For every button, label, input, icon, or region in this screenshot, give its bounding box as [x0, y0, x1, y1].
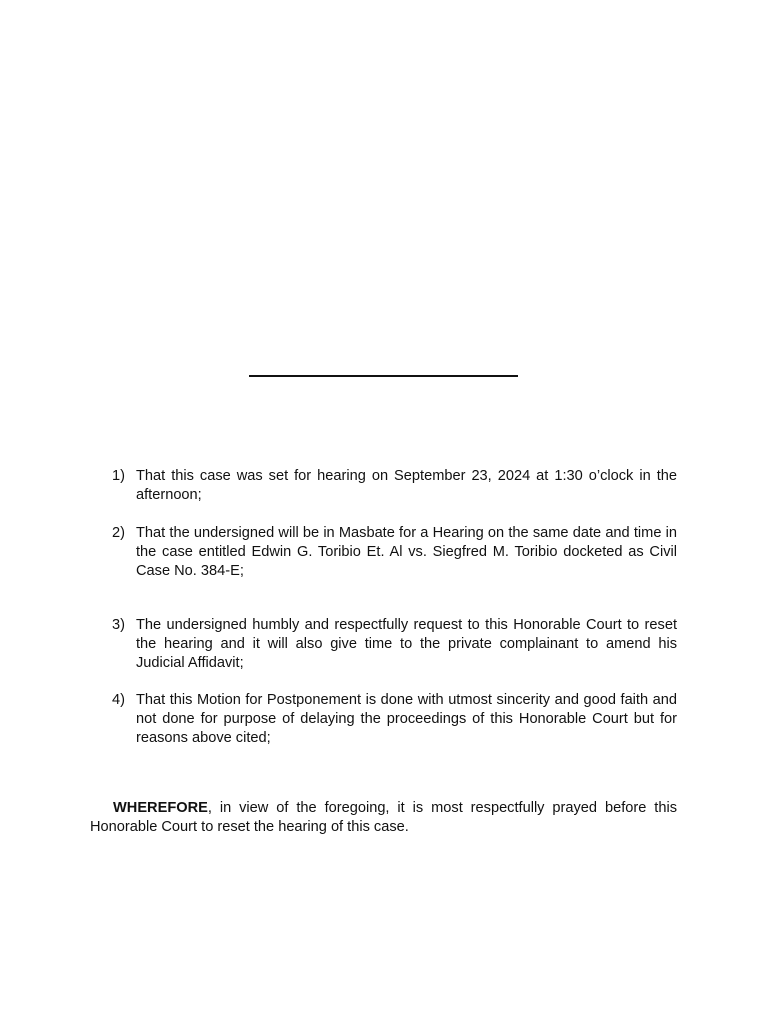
prayer-lead: WHEREFORE [113, 799, 208, 816]
allegation-item [112, 467, 677, 505]
prayer-paragraph [90, 799, 677, 837]
allegation-item [112, 691, 677, 748]
allegation-number: 3) [112, 617, 125, 633]
allegation-item [112, 524, 677, 581]
allegation-text: That the undersigned will be in Masbate for a Hearing on the same date and time in the case entitled Edwin G. Toribio Et. Al vs. Siegfred M. Toribio docketed as Civil Case No. 384-E; [136, 525, 677, 579]
allegation-text: That this case was set for hearing on September 23, 2024 at 1:30 o’clock in the afternoon; [136, 468, 677, 503]
allegation-number: 4) [112, 692, 125, 708]
allegation-item [112, 616, 677, 673]
allegation-text: That this Motion for Postponement is done with utmost sincerity and good faith and not done for purpose of delaying the proceedings of this Honorable Court but for reasons above cited; [136, 692, 677, 746]
allegation-text: The undersigned humbly and respectfully request to this Honorable Court to reset the hearing and it will also give time to the private complainant to amend his Judicial Affidavit; [136, 617, 677, 671]
allegation-number: 2) [112, 525, 125, 541]
signature-line [249, 375, 518, 377]
allegation-number: 1) [112, 468, 125, 484]
prayer-text: , in view of the foregoing, it is most respectfully prayed before this Honorable Court to reset the hearing of this case. [90, 799, 677, 835]
